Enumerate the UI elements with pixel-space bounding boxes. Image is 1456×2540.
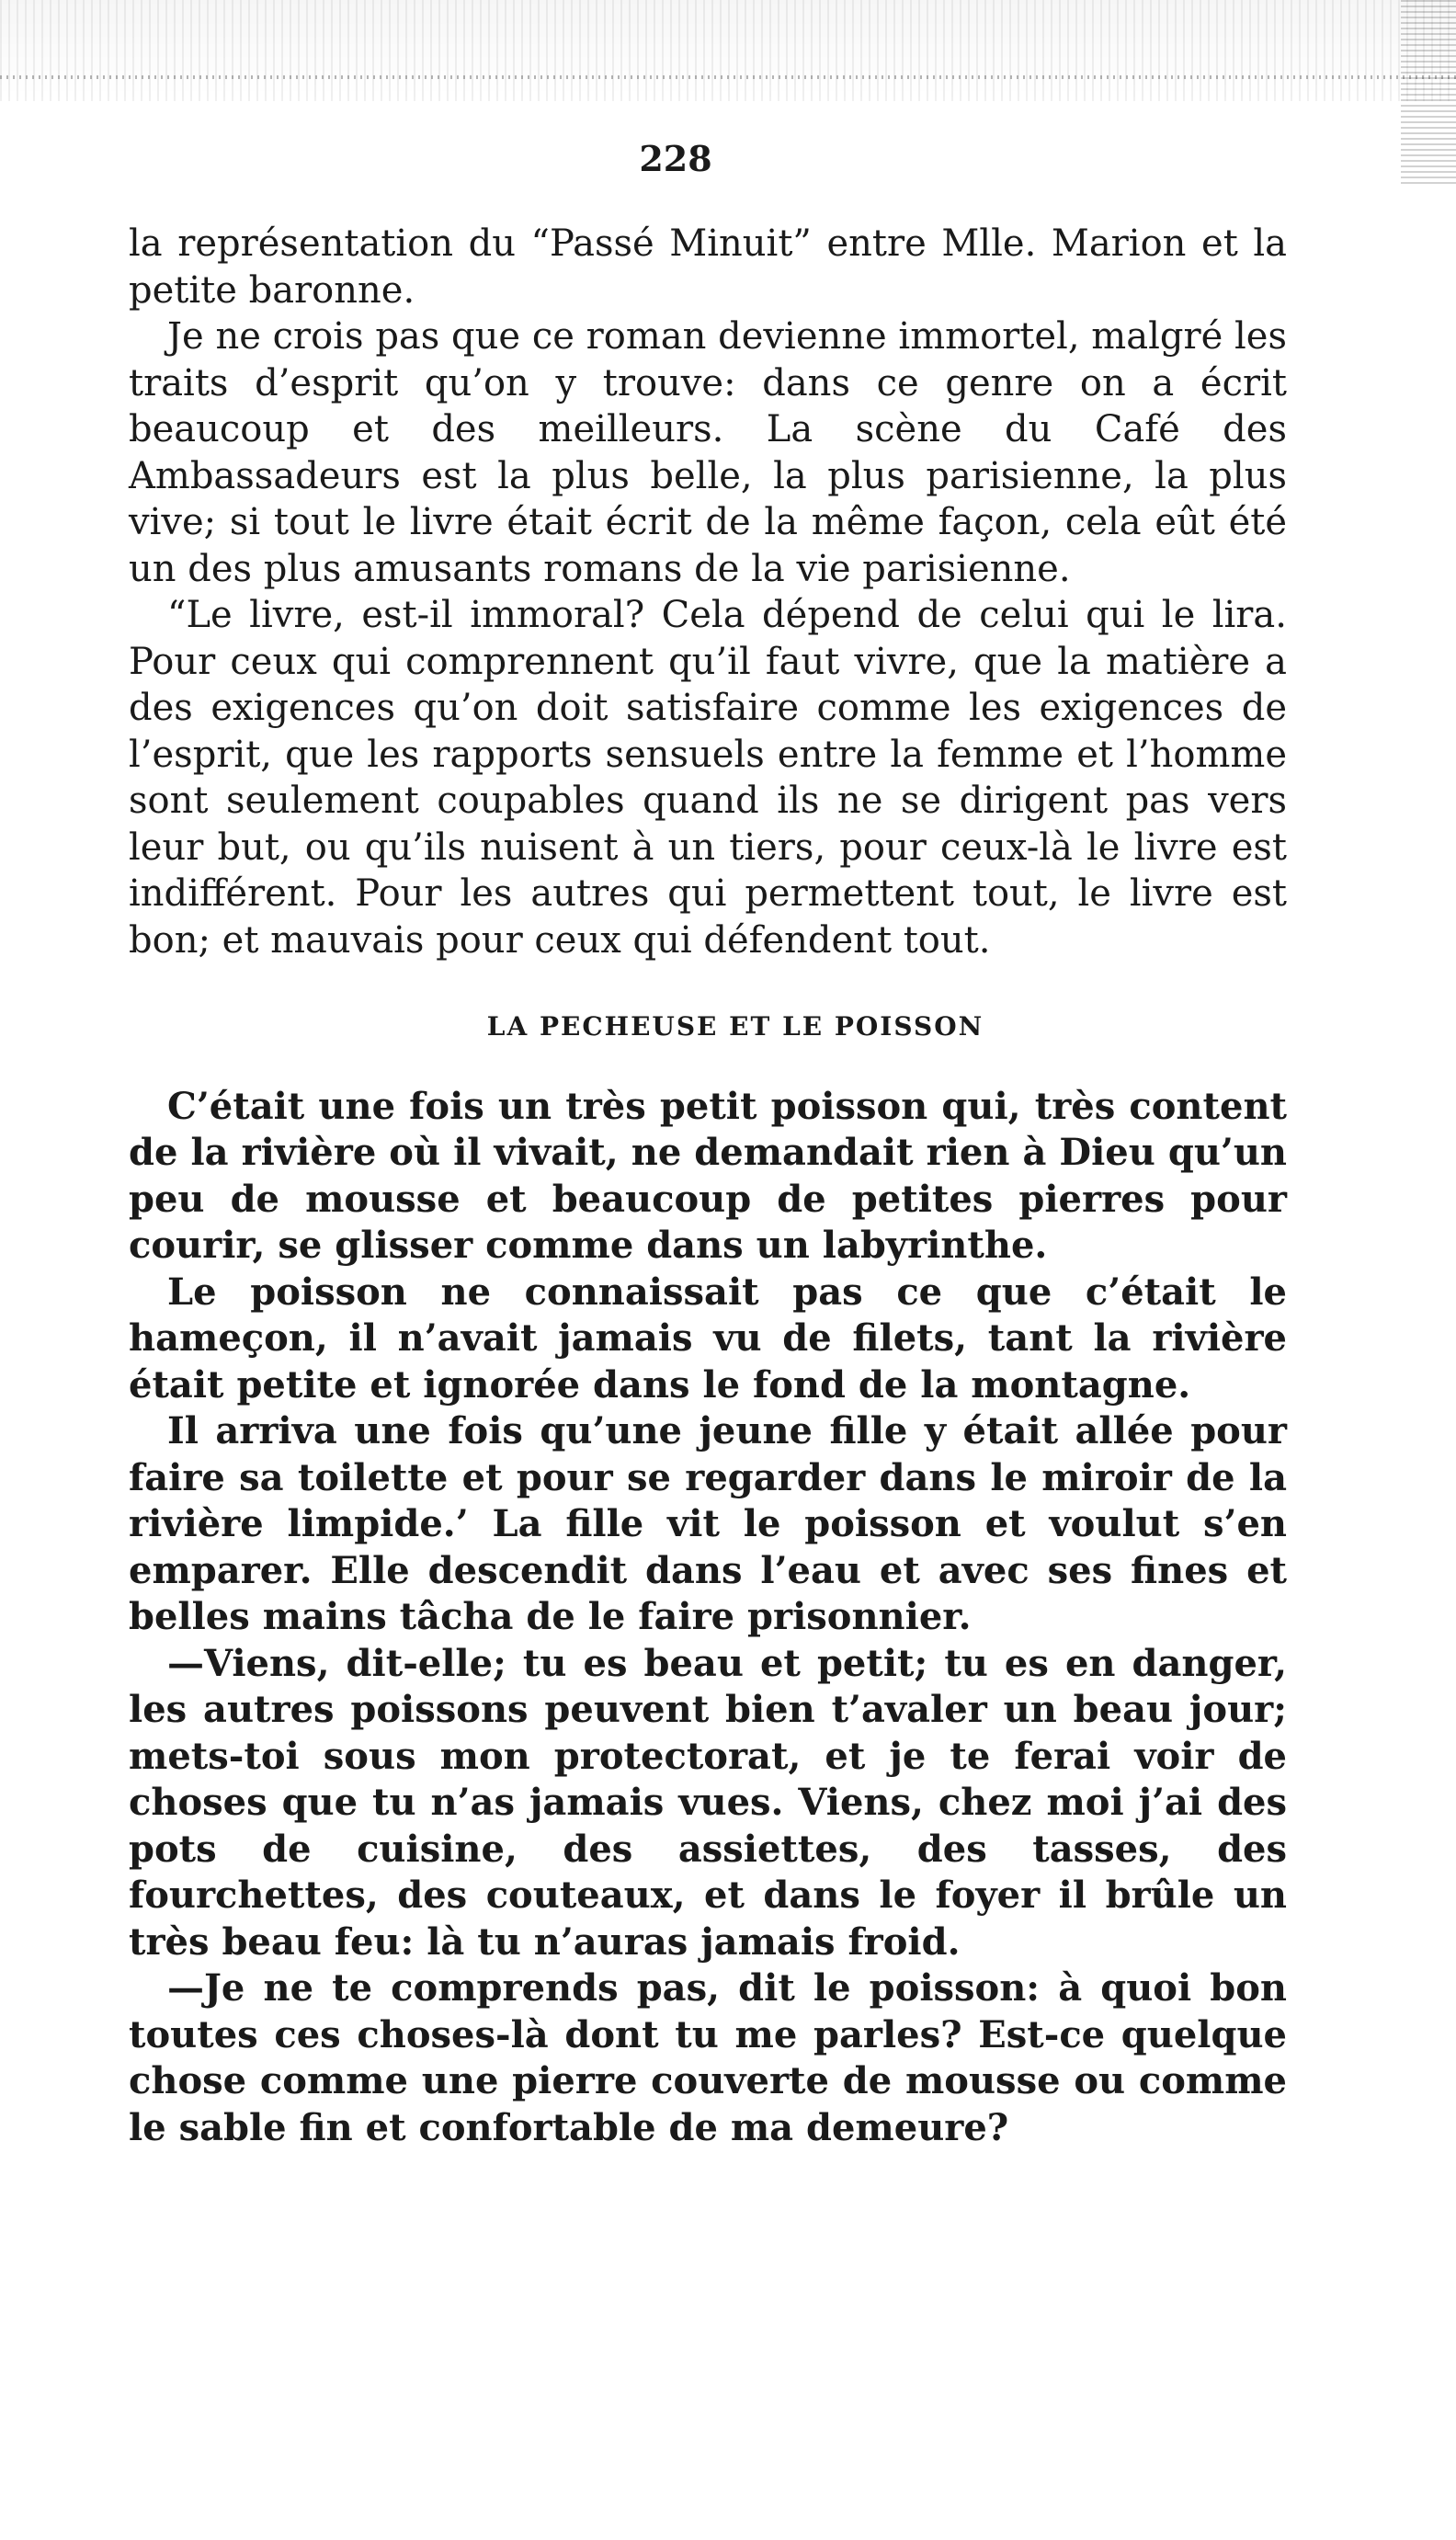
scan-corner-noise xyxy=(1401,0,1456,184)
scan-dotted-line xyxy=(0,75,1456,79)
paragraph-intro-1: la représentation du “Passé Minuit” entre Mlle. Marion et la petite baronne. xyxy=(129,222,1287,312)
paragraph-story-2: Le poisson ne connaissait pas ce que c’était le hameçon, il n’avait jamais vu de filets, tant la rivière était petite et ignorée dans le fond de la montagne. xyxy=(129,1270,1287,1407)
scan-edge-noise xyxy=(0,0,1456,101)
paragraph-story-3: Il arriva une fois qu’une jeune fille y était allée pour faire sa toilette et pour se regarder dans le miroir de la rivière limpide.’ La fille vit le poisson et voulut s’en emparer. Elle descendit dans l’eau et avec ses fines et belles mains tâcha de le faire prisonnier. xyxy=(129,1409,1287,1638)
story-text xyxy=(129,1084,1287,2152)
page-number: 228 xyxy=(639,138,712,179)
paragraph-story-1: C’était une fois un très petit poisson qui, très content de la rivière où il vivait, ne demandait rien à Dieu qu’un peu de mousse et beaucoup de petites pierres pour courir, se glisser comme dans un labyrinthe. xyxy=(129,1084,1287,1267)
paragraph-story-4: —Viens, dit-elle; tu es beau et petit; tu es en danger, les autres poissons peuvent bien t’avaler un beau jour; mets-toi sous mon protectorat, et je te ferai voir de choses que tu n’as jamais vues. Viens, chez moi j’ai des pots de cuisine, des assiettes, des tasses, des fourchettes, des couteaux, et dans le foyer il brûle un très beau feu: là tu n’auras jamais froid. xyxy=(129,1641,1287,1964)
paragraph-story-5: —Je ne te comprends pas, dit le poisson: à quoi bon toutes ces choses-là dont tu me parles? Est-ce quelque chose comme une pierre couverte de mousse ou comme le sable fin et confortable de ma demeure? xyxy=(129,1966,1287,2149)
paragraph-intro-3: “Le livre, est-il immoral? Cela dépend de celui qui le lira. Pour ceux qui comprennent qu’il faut vivre, que la matière a des exigences qu’on doit satisfaire comme les exigences de l’esprit, que les rapports sensuels entre la femme et l’homme sont seulement coupables quand ils ne se dirigent pas vers leur but, ou qu’ils nuisent à un tiers, pour ceux-là le livre est indifférent. Pour les autres qui permettent tout, le livre est bon; et mauvais pour ceux qui défendent tout. xyxy=(129,594,1287,962)
body-text xyxy=(129,221,1287,2151)
section-title: LA PECHEUSE ET LE POISSON xyxy=(486,1011,984,1042)
paragraph-intro-2: Je ne crois pas que ce roman devienne immortel, malgré les traits d’esprit qu’on y trouve: dans ce genre on a écrit beaucoup et des meilleurs. La scène du Café des Ambassadeurs est la plus belle, la plus parisienne, la plus vive; si tout le livre était écrit de la même façon, cela eût été un des plus amusants romans de la vie parisienne. xyxy=(129,315,1287,590)
